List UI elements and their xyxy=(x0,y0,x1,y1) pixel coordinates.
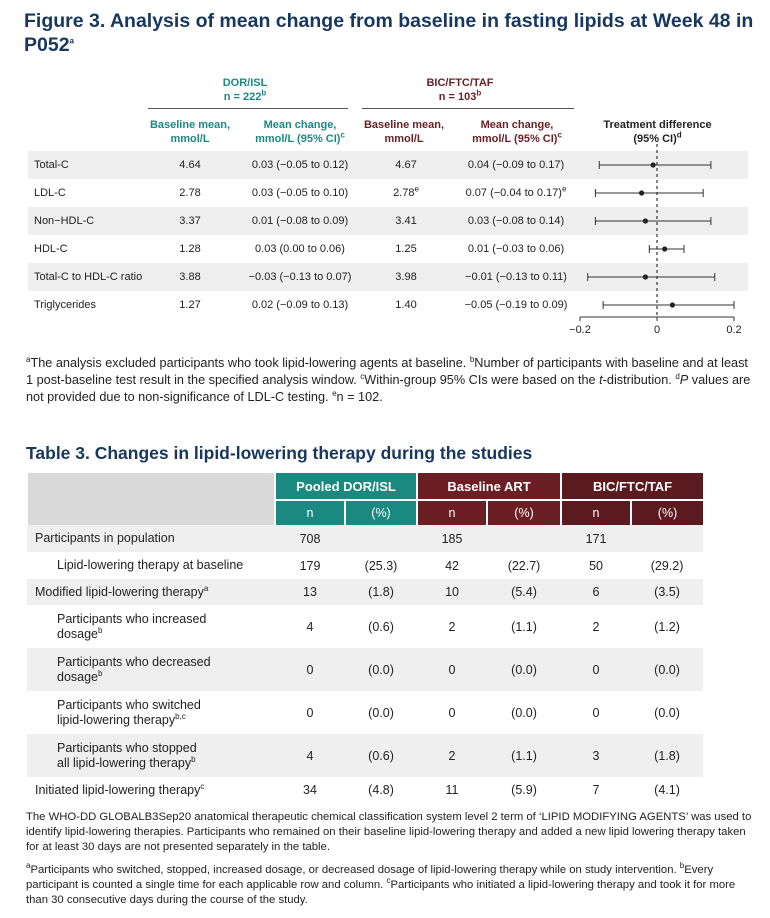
cell: 0 xyxy=(592,705,600,720)
group-bic-rule xyxy=(362,108,574,109)
cell: 2 xyxy=(592,619,600,634)
group-bic-n: $n = 103^b$ xyxy=(438,88,482,103)
forest-row xyxy=(28,179,748,207)
change-bic: 0.04 (−0.09 to 0.17) xyxy=(467,159,565,171)
cell: 4 xyxy=(306,619,314,634)
row-label: LDL-C xyxy=(34,187,66,199)
cell: (4.1) xyxy=(654,783,680,797)
baseline-dor: 4.64 xyxy=(179,159,201,171)
group-bic-header xyxy=(385,76,535,104)
change-bic: −0.01 (−0.13 to 0.11) xyxy=(465,271,567,283)
change-bic: 0.03 (−0.08 to 0.14) xyxy=(467,215,565,227)
change-dor: 0.03 (−0.05 to 0.12) xyxy=(251,159,349,171)
group-header-baseline-art: Baseline ART xyxy=(417,473,561,500)
cell: 6 xyxy=(561,579,631,605)
forest-row xyxy=(28,291,748,319)
change-dor: 0.01 (−0.08 to 0.09) xyxy=(251,215,349,227)
col-treatment-difference: Treatment difference (95% CI)$^d$ xyxy=(603,119,712,145)
cell: 2 xyxy=(417,734,487,777)
row-label: Participants who decreased dosage$^b$ xyxy=(27,648,275,691)
change-dor: 0.03 (−0.05 to 0.10) xyxy=(251,187,349,199)
baseline-dor: 3.88 xyxy=(179,271,201,283)
subheader-n: n xyxy=(417,500,487,525)
row-label: Participants who switched lipid-lowering therapy$^{b,c}$ xyxy=(57,697,201,727)
cell: 708 xyxy=(275,525,345,552)
group-header-dor-isl: Pooled DOR/ISL xyxy=(275,473,417,500)
cell: (0.0) xyxy=(487,648,561,691)
cell: 10 xyxy=(417,579,487,605)
group-dor-isl-header xyxy=(170,76,320,104)
cell: 185 xyxy=(417,525,487,552)
cell: (22.7) xyxy=(507,558,541,573)
group-dor-isl-rule xyxy=(148,108,348,109)
subheader-pct: (%) xyxy=(631,500,703,525)
cell: 171 xyxy=(561,525,631,552)
cell: (3.5) xyxy=(631,579,703,605)
table-row xyxy=(27,579,703,605)
cell: (1.2) xyxy=(654,619,680,634)
baseline-bic: 2.78e xyxy=(393,184,419,199)
table-row xyxy=(27,734,703,777)
col-baseline-bic: Baseline mean, mmol/L xyxy=(363,119,445,145)
row-label: Triglycerides xyxy=(34,299,96,311)
cell: (0.0) xyxy=(654,705,680,720)
group-dor-isl-n: $n = 222^b$ xyxy=(223,88,267,103)
subheader-n: n xyxy=(561,500,631,525)
row-label: Participants in population xyxy=(27,525,275,552)
row-label: Initiated lipid-lowering therapy$^c$ xyxy=(35,781,205,797)
cell: 34 xyxy=(303,783,317,797)
cell: (4.8) xyxy=(368,783,394,797)
change-dor: 0.02 (−0.09 to 0.13) xyxy=(251,299,349,311)
cell: (5.9) xyxy=(511,783,537,797)
x-tick-label: −0.2 xyxy=(569,324,591,336)
cell: 11 xyxy=(445,783,459,797)
forest-row xyxy=(28,151,748,179)
row-label: Modified lipid-lowering therapy$^a$ xyxy=(27,579,275,605)
baseline-dor: 3.37 xyxy=(179,215,201,227)
group-dor-isl-name: DOR/ISL xyxy=(222,77,268,89)
cell: 4 xyxy=(275,734,345,777)
cell: 0 xyxy=(448,705,456,720)
baseline-bic: 4.67 xyxy=(395,159,417,171)
row-label: Participants who increased dosage$^b$ xyxy=(57,611,207,641)
row-label: HDL-C xyxy=(34,243,68,255)
row-label: Non−HDL-C xyxy=(34,215,95,227)
baseline-dor: 1.27 xyxy=(179,299,201,311)
cell: 0 xyxy=(417,648,487,691)
cell: (29.2) xyxy=(650,558,684,573)
figure-footnote: $^a$The analysis excluded participants who took lipid-lowering agents at baseline. $^b$Number of participants with baseline and at least 1 post-baseline test result in the specified analysis window. $^c$Within-group 95% CIs were based on the t-distribution. $^d$P values are not provided due to non-significance of LDL-C testing. $^e$n = 102. xyxy=(26,354,751,404)
change-dor: 0.03 (0.00 to 0.06) xyxy=(255,243,345,255)
cell: 2 xyxy=(448,619,456,634)
cell: (1.1) xyxy=(487,734,561,777)
col-change-bic: Mean change, mmol/L (95% CI)$^c$ xyxy=(472,119,562,145)
table-row xyxy=(27,552,703,579)
table-note: The WHO-DD GLOBALB3Sep20 anatomical therapeutic chemical classification system level 2 term of ‘LIPID MODIFYING AGENTS’ was used to identify lipid-lowering therapies. Participants who remained on their baseline lipid-lowering therapy and added a new lipid lowering therapy taken for at least 30 days are not presented separately in the table. xyxy=(26,811,752,853)
baseline-bic: 3.98 xyxy=(395,271,417,283)
row-label: Lipid-lowering therapy at baseline xyxy=(57,558,244,572)
cell: (0.0) xyxy=(631,648,703,691)
table-row xyxy=(27,525,703,552)
cell: (25.3) xyxy=(364,558,398,573)
cell: 3 xyxy=(561,734,631,777)
group-header-bic: BIC/FTC/TAF xyxy=(561,473,703,500)
cell xyxy=(345,525,417,552)
cell: 0 xyxy=(561,648,631,691)
forest-row xyxy=(28,207,748,235)
group-bic-name: BIC/FTC/TAF xyxy=(426,77,494,89)
cell xyxy=(631,525,703,552)
cell: (1.8) xyxy=(631,734,703,777)
subheader-pct: (%) xyxy=(345,500,417,525)
cell: (0.6) xyxy=(345,734,417,777)
baseline-dor: 2.78 xyxy=(179,187,201,199)
lipid-therapy-table xyxy=(26,473,703,803)
table-row xyxy=(27,648,703,691)
table-row xyxy=(27,777,703,803)
baseline-dor: 1.28 xyxy=(179,243,201,255)
table-row xyxy=(27,605,703,648)
baseline-bic: 1.40 xyxy=(395,299,417,311)
cell xyxy=(487,525,561,552)
baseline-bic: 1.25 xyxy=(395,243,417,255)
cell: 13 xyxy=(275,579,345,605)
col-change-dor: Mean change, mmol/L (95% CI)$^c$ xyxy=(255,119,345,145)
forest-row xyxy=(28,263,748,291)
cell: (1.8) xyxy=(345,579,417,605)
cell: 0 xyxy=(306,705,314,720)
row-label: Total-C to HDL-C ratio xyxy=(34,271,143,283)
row-label: Total-C xyxy=(34,159,69,171)
cell: (5.4) xyxy=(487,579,561,605)
row-label: Participants who stopped all lipid-lowering therapy$^b$ xyxy=(27,734,275,777)
table-title: Table 3. Changes in lipid-lowering therapy during the studies xyxy=(26,443,533,463)
cell: 0 xyxy=(275,648,345,691)
table-corner xyxy=(27,473,275,525)
table-footnote: $^a$Participants who switched, stopped, increased dosage, or decreased dosage of lipid-lowering therapy while on study intervention. $^b$Every participant is counted a single time for each applicable row and column. $^c$Participants who initiated a lipid-lowering therapy and took it for more than 30 consecutive days during the course of the study. xyxy=(26,861,736,906)
change-dor: −0.03 (−0.13 to 0.07) xyxy=(248,271,352,283)
forest-row xyxy=(28,235,748,263)
x-tick-label: 0 xyxy=(653,324,661,336)
cell: 179 xyxy=(299,558,321,573)
change-bic: −0.05 (−0.19 to 0.09) xyxy=(464,299,568,311)
cell: 50 xyxy=(589,558,603,573)
baseline-bic: 3.41 xyxy=(395,215,417,227)
cell: 7 xyxy=(592,783,600,797)
cell: (0.0) xyxy=(511,705,537,720)
table-row xyxy=(27,691,703,734)
cell: (0.0) xyxy=(345,648,417,691)
cell: (1.1) xyxy=(511,619,537,634)
cell: (0.6) xyxy=(368,619,394,634)
figure-title: Figure 3. Analysis of mean change from baseline in fasting lipids at Week 48 in P052$^a$ xyxy=(24,10,754,56)
cell: 42 xyxy=(445,558,459,573)
cell: (0.0) xyxy=(368,705,394,720)
col-baseline-dor: Baseline mean, mmol/L xyxy=(149,119,231,145)
subheader-n: n xyxy=(275,500,345,525)
x-tick-label: 0.2 xyxy=(726,324,742,336)
change-bic: 0.01 (−0.03 to 0.06) xyxy=(467,243,565,255)
change-bic: 0.07 (−0.04 to 0.17)$^e$ xyxy=(465,184,567,199)
subheader-pct: (%) xyxy=(487,500,561,525)
